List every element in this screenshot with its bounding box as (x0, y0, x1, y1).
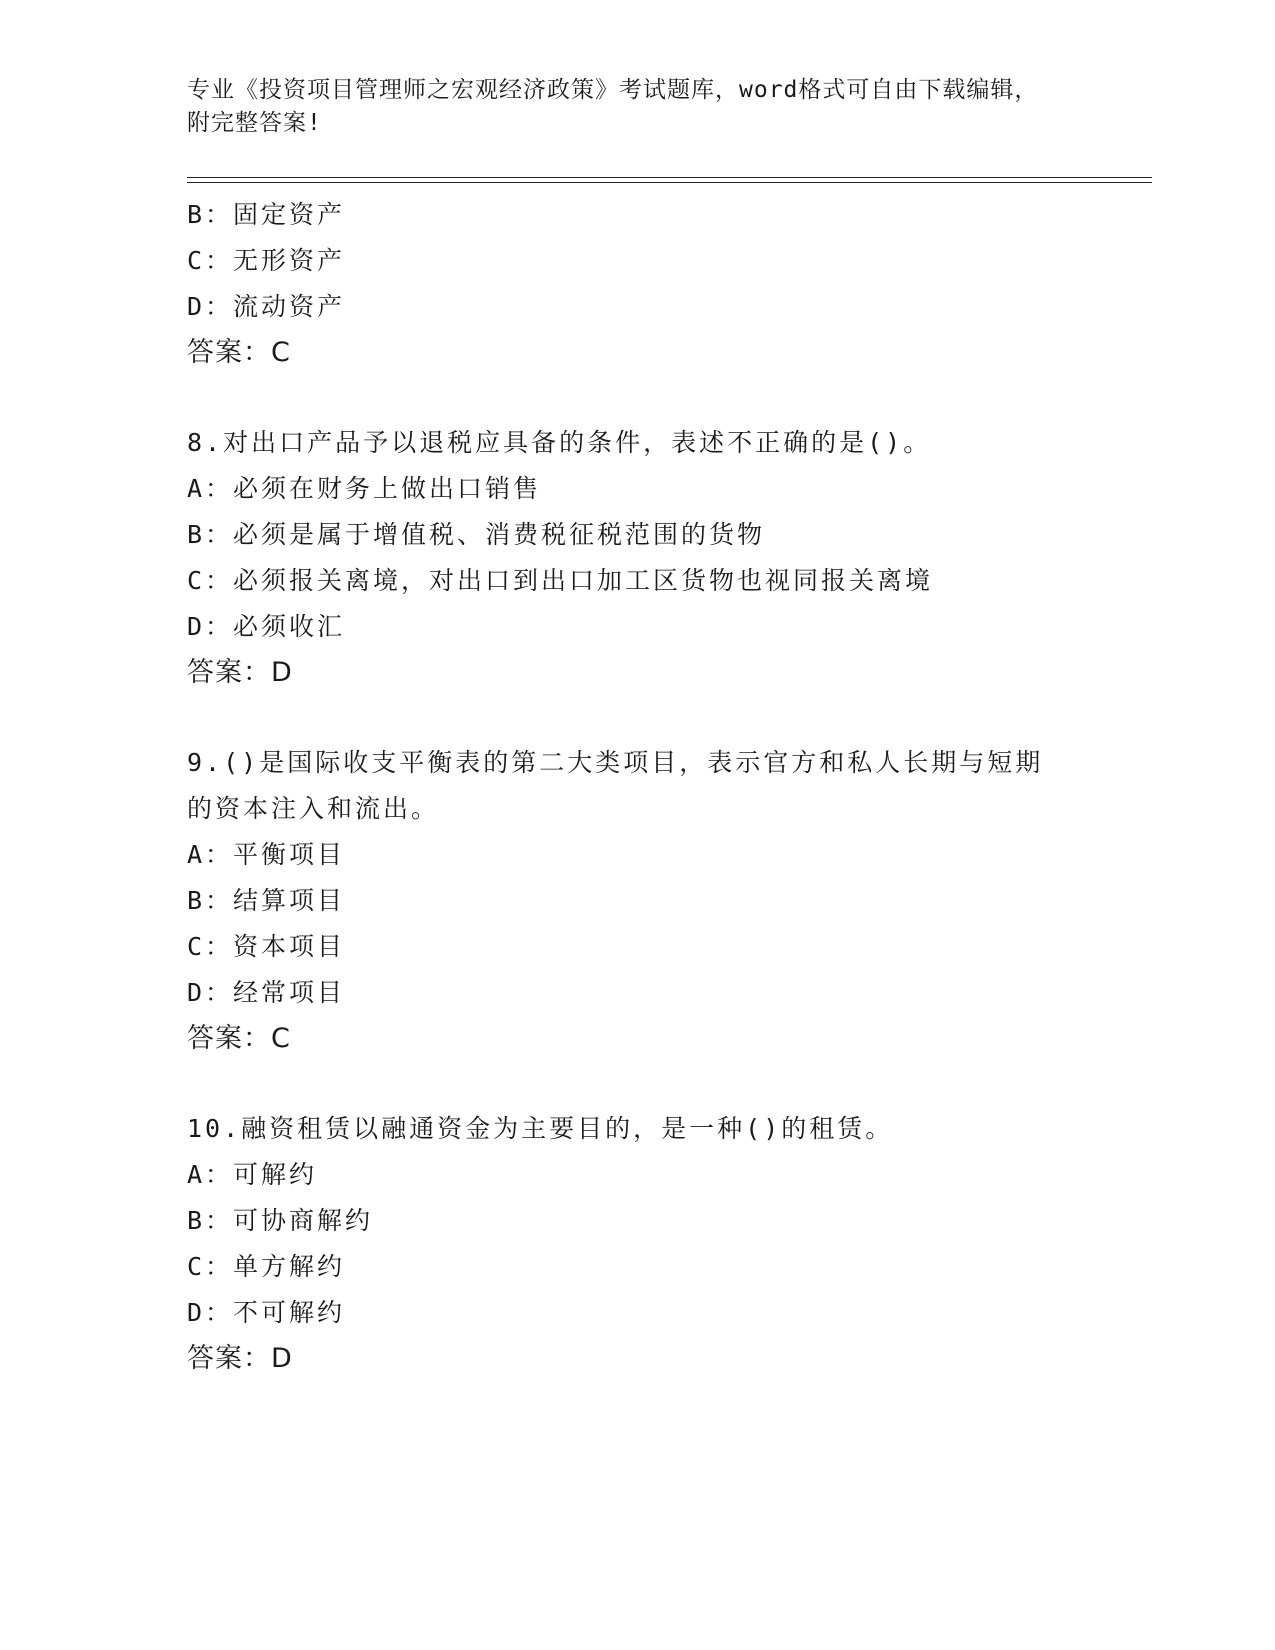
answer: 答案：C (187, 1023, 291, 1054)
option-a: A：平衡项目 (187, 840, 346, 869)
option-c: C：无形资产 (187, 246, 346, 275)
option-c: C：必须报关离境，对出口到出口加工区货物也视同报关离境 (187, 566, 934, 595)
question-8 (187, 420, 1087, 696)
answer: 答案：C (187, 337, 291, 368)
answer: 答案：D (187, 1343, 293, 1374)
answer: 答案：D (187, 657, 293, 688)
document-header (187, 74, 1067, 140)
question-list (187, 192, 1087, 1382)
header-divider-bottom (187, 182, 1152, 183)
question-10 (187, 1106, 1087, 1382)
option-d: D：流动资产 (187, 292, 346, 321)
option-d: D：经常项目 (187, 978, 346, 1007)
question-9 (187, 740, 1087, 1062)
option-b: B：结算项目 (187, 886, 346, 915)
option-d: D：必须收汇 (187, 612, 346, 641)
option-a: A：可解约 (187, 1160, 318, 1189)
question-stem: 10.融资租赁以融通资金为主要目的，是一种()的租赁。 (187, 1114, 894, 1143)
question-stem-continued: 的资本注入和流出。 (187, 794, 440, 823)
option-c: C：资本项目 (187, 932, 346, 961)
option-d: D：不可解约 (187, 1298, 346, 1327)
header-line-1: 专业《投资项目管理师之宏观经济政策》考试题库，word格式可自由下载编辑， (187, 77, 1039, 103)
question-stem: 9.()是国际收支平衡表的第二大类项目，表示官方和私人长期与短期 (187, 748, 1044, 777)
header-line-2: 附完整答案! (187, 110, 322, 136)
header-divider-top (187, 177, 1152, 178)
option-c: C：单方解约 (187, 1252, 346, 1281)
option-b: B：可协商解约 (187, 1206, 374, 1235)
question-7-tail (187, 192, 1087, 376)
option-b: B：必须是属于增值税、消费税征税范围的货物 (187, 520, 766, 549)
question-stem: 8.对出口产品予以退税应具备的条件，表述不正确的是()。 (187, 428, 932, 457)
option-b: B：固定资产 (187, 200, 346, 229)
option-a: A：必须在财务上做出口销售 (187, 474, 542, 503)
